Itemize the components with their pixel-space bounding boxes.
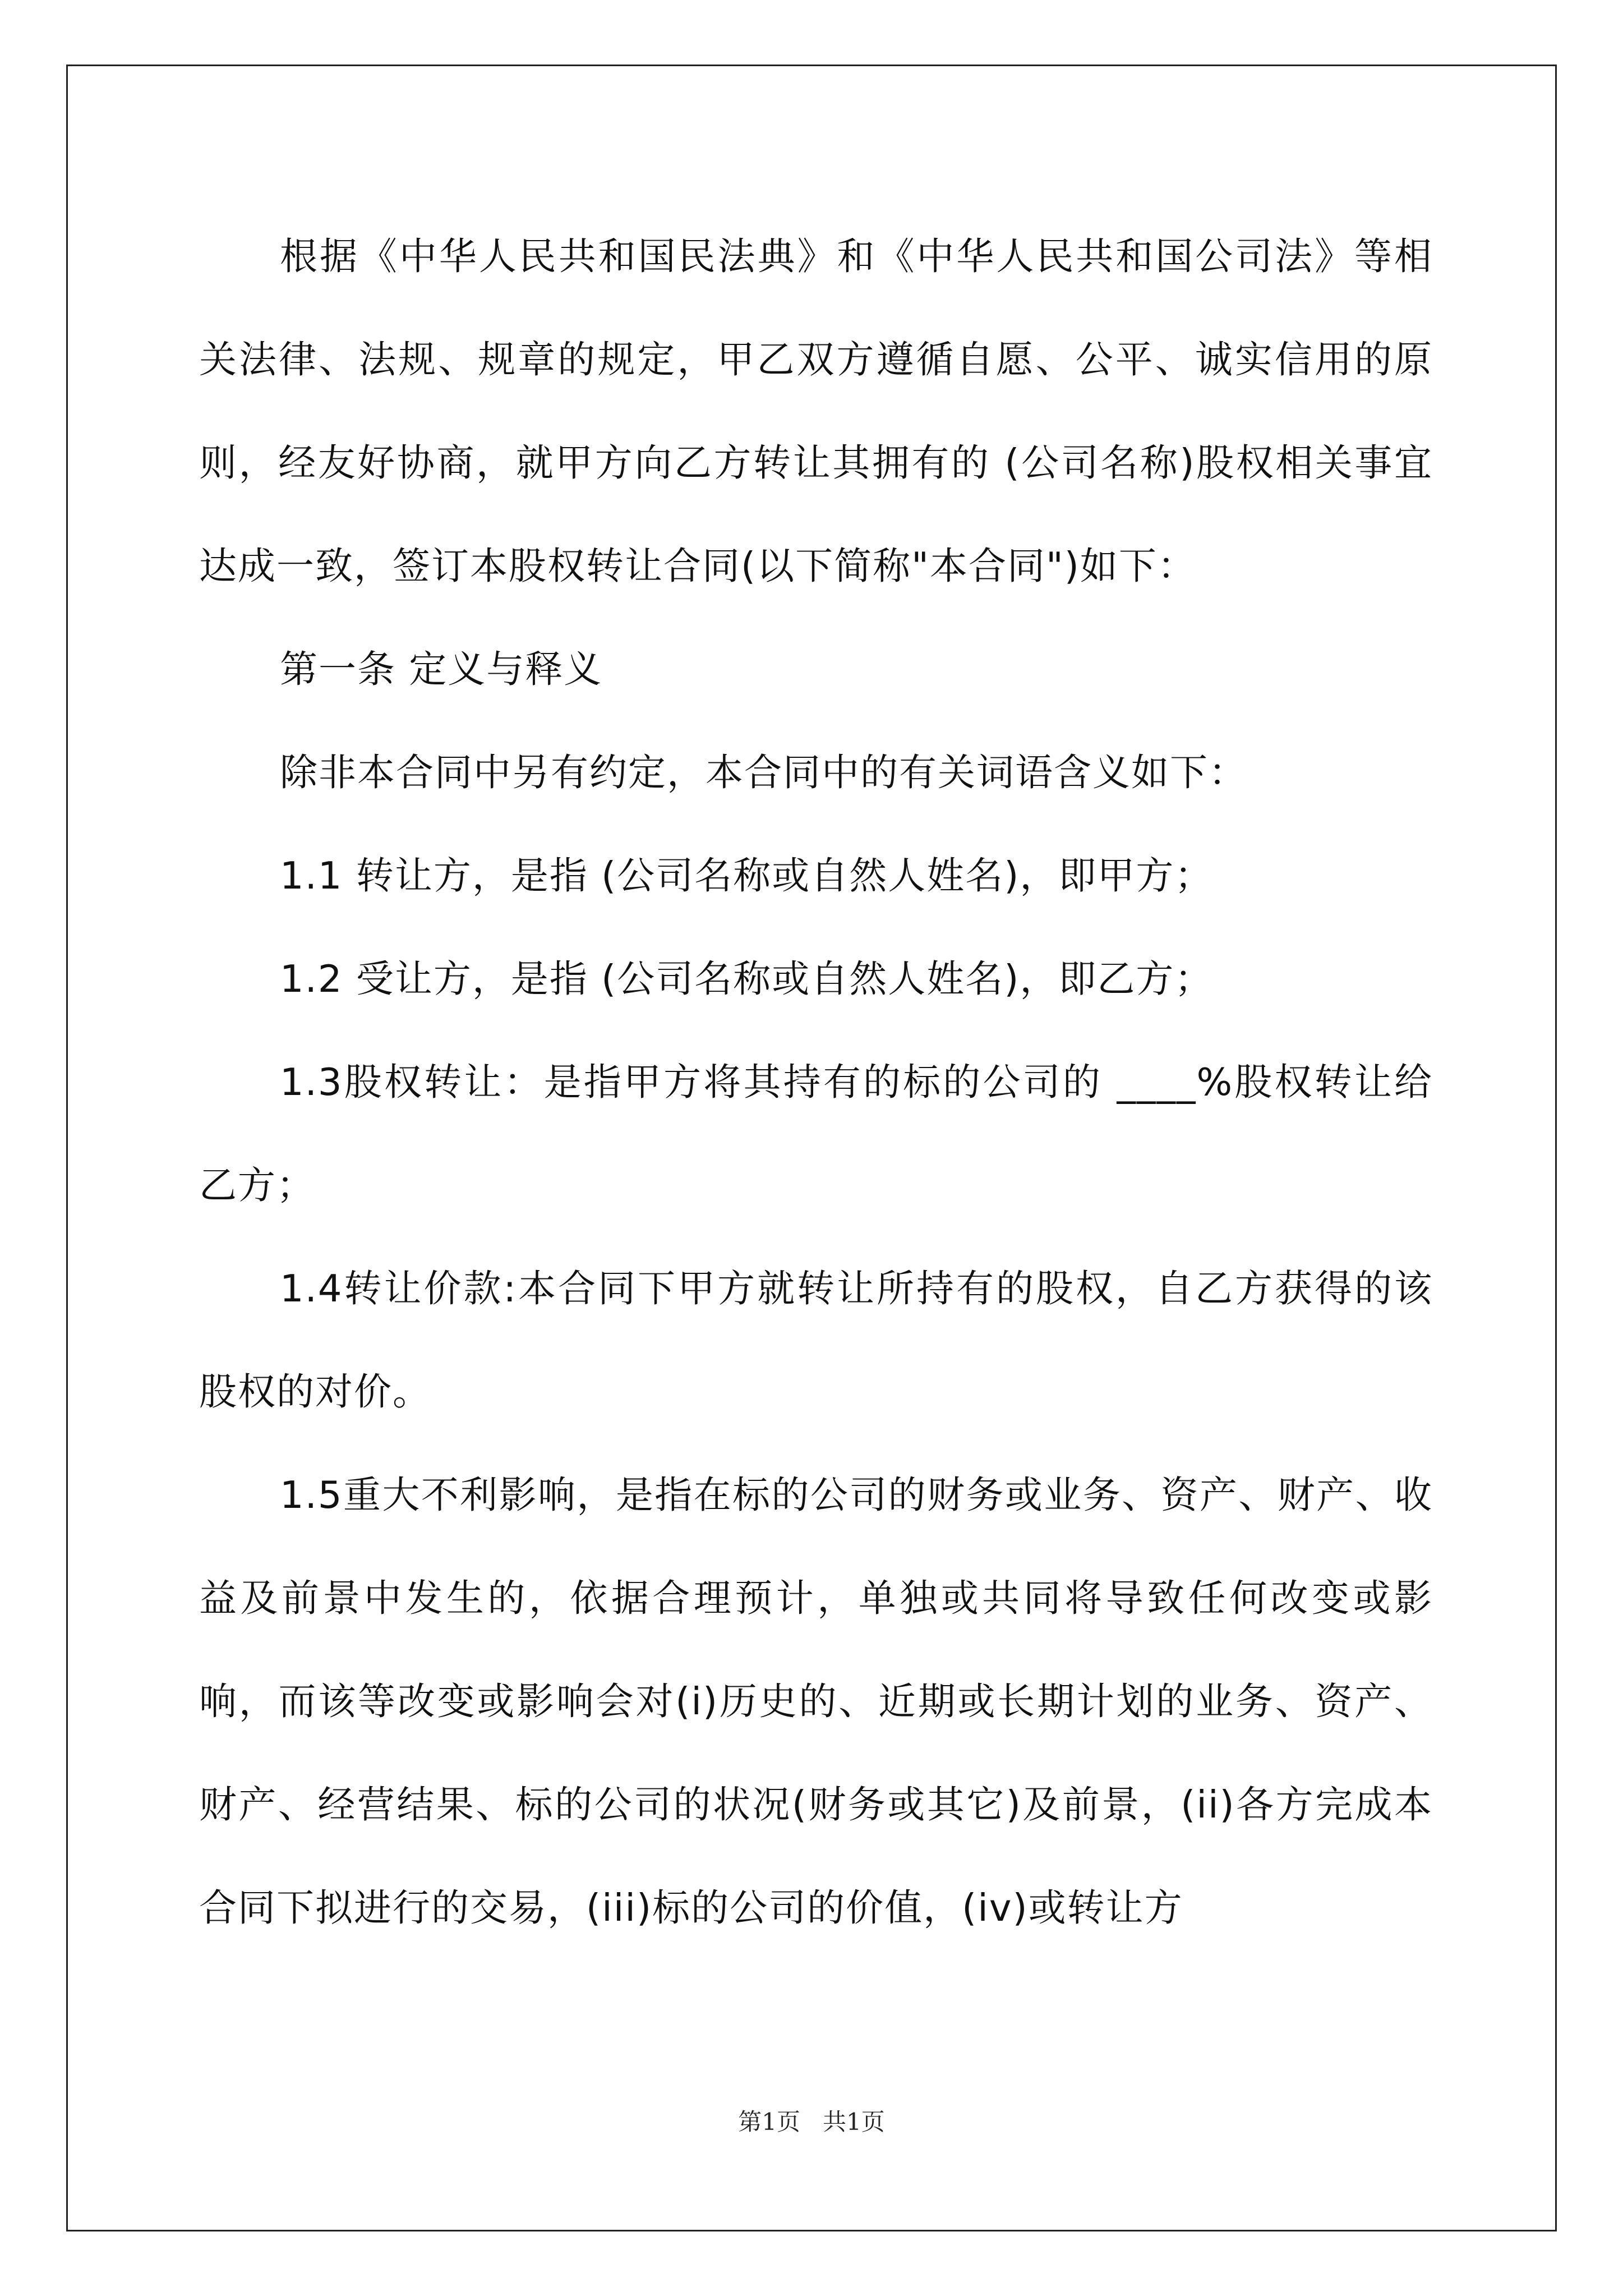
clause-1-4: 1.4转让价款:本合同下甲方就转让所持有的股权，自乙方获得的该股权的对价。 — [199, 1267, 1433, 1414]
paragraph-preamble: 根据《中华人民共和国民法典》和《中华人民共和国公司法》等相关法律、法规、规章的规定，甲乙双方遵循自愿、公平、诚实信用的原则，经友好协商，就甲方向乙方转让其拥有的 (公司名称)股权相关事宜达成一致，签订本股权转让合同(以下简称"本合同")如下： — [199, 234, 1433, 588]
document-body — [199, 205, 1433, 1959]
clause-1-3: 1.3股权转让：是指甲方将其持有的标的公司的 ____%股权转让给乙方； — [199, 1060, 1433, 1207]
article-heading: 第一条 定义与释义 — [280, 647, 603, 691]
page-footer — [0, 2104, 1623, 2137]
clause-1-2: 1.2 受让方，是指 (公司名称或自然人姓名)，即乙方； — [280, 957, 1214, 1001]
page-total: 共1页 — [823, 2108, 885, 2136]
clause-1-1: 1.1 转让方，是指 (公司名称或自然人姓名)，即甲方； — [280, 854, 1214, 898]
clause-1-5: 1.5重大不利影响，是指在标的公司的财务或业务、资产、财产、收益及前景中发生的，依据合理预计，单独或共同将导致任何改变或影响，而该等改变或影响会对(i)历史的、近期或长期计划的业务、资产、财产、经营结果、标的公司的状况(财务或其它)及前景，(ii)各方完成本合同下拟进行的交易，(iii)标的公司的价值，(iv)或转让方 — [199, 1473, 1433, 1930]
paragraph-definitions-intro: 除非本合同中另有约定，本合同中的有关词语含义如下： — [280, 751, 1247, 794]
page-number: 第1页 — [738, 2108, 800, 2136]
